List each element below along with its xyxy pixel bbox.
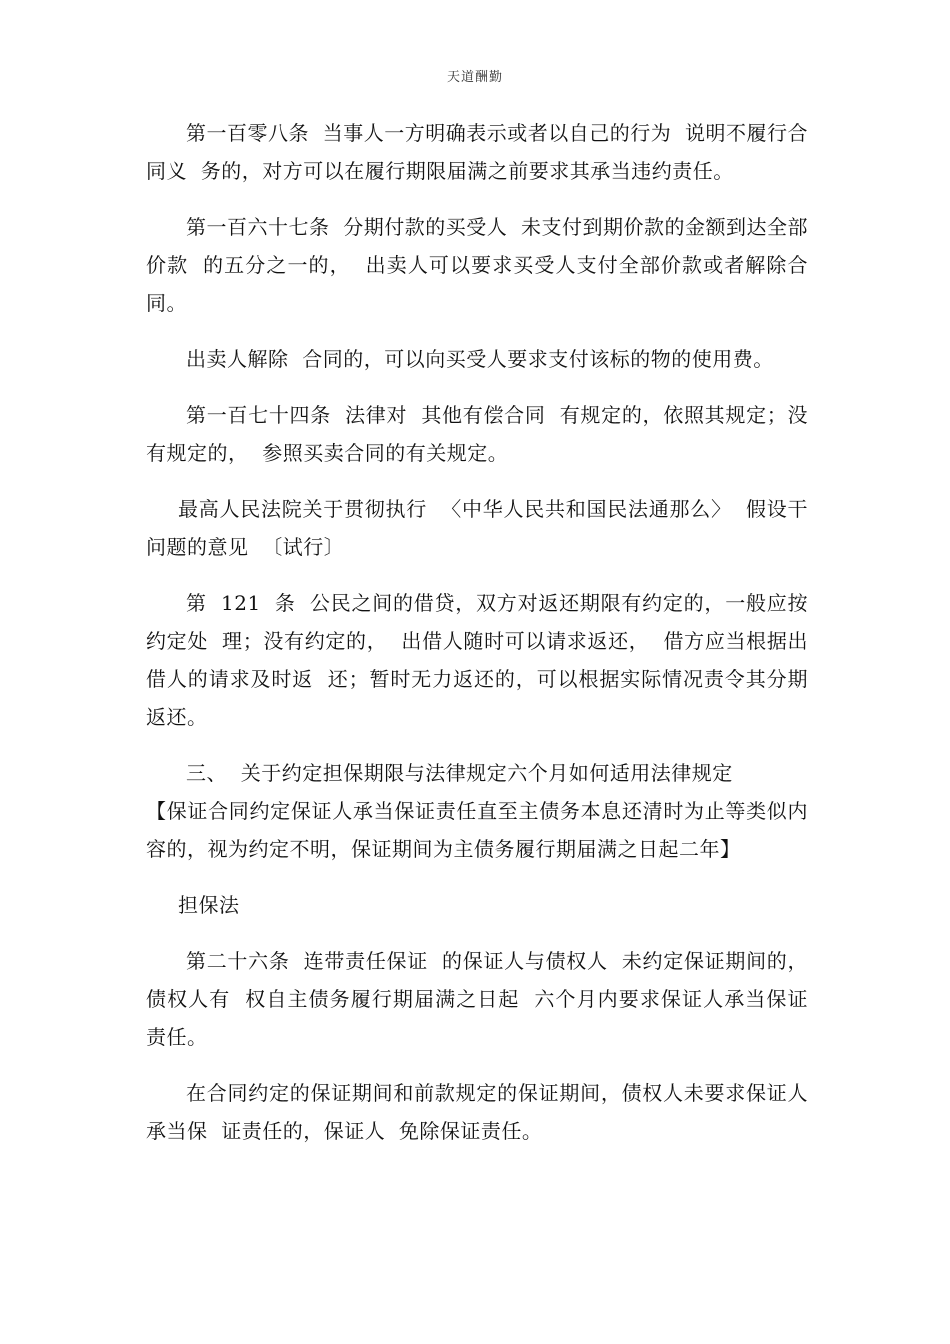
article-108-paragraph: 第一百零八条 当事人一方明确表示或者以自己的行为 说明不履行合同义 务的，对方可以在履行期限届满之前要求其承当违约责任。 <box>146 121 808 183</box>
article-121-paragraph: 第 121 条 公民之间的借贷，双方对返还期限有约定的，一般应按约定处 理；没有约定的， 出借人随时可以请求返还， 借方应当根据出借人的请求及时返 还；暂时无力返还的，可以根据实际情况责令其分期返还。 <box>146 591 808 729</box>
page-header: 天道酬勤 <box>446 70 503 85</box>
guarantee-note-paragraph: 【保证合同约定保证人承当保证责任直至主债务本息还清时为止等类似内 容的，视为约定不明，保证期间为主债务履行期届满之日起二年】 <box>146 799 822 861</box>
section-three-heading: 三、 关于约定担保期限与法律规定六个月如何适用法律规定 <box>186 761 733 785</box>
article-167-paragraph: 第一百六十七条 分期付款的买受人 未支付到期价款的金额到达全部价款 的五分之一的， 出卖人可以要求买受人支付全部价款或者解除合同。 <box>146 215 808 315</box>
document-body <box>146 114 822 1168</box>
seller-rescission-paragraph: 出卖人解除 合同的，可以向买受人要求支付该标的物的使用费。 <box>186 347 774 371</box>
guarantee-law-heading: 担保法 <box>178 893 240 917</box>
supreme-court-opinion-title: 最高人民法院关于贯彻执行 〈中华人民共和国民法通那么〉 假设干问题的意见 〔试行〕 <box>146 497 808 559</box>
article-174-paragraph: 第一百七十四条 法律对 其他有偿合同 有规定的，依照其规定；没有规定的， 参照买卖合同的有关规定。 <box>146 403 808 465</box>
article-26-paragraph: 第二十六条 连带责任保证 的保证人与债权人 未约定保证期间的， 债权人有 权自主债务履行期届满之日起 六个月内要求保证人承当保证责任。 <box>146 949 822 1049</box>
guarantee-period-paragraph: 在合同约定的保证期间和前款规定的保证期间，债权人未要求保证人承当保 证责任的，保证人 免除保证责任。 <box>146 1081 808 1143</box>
